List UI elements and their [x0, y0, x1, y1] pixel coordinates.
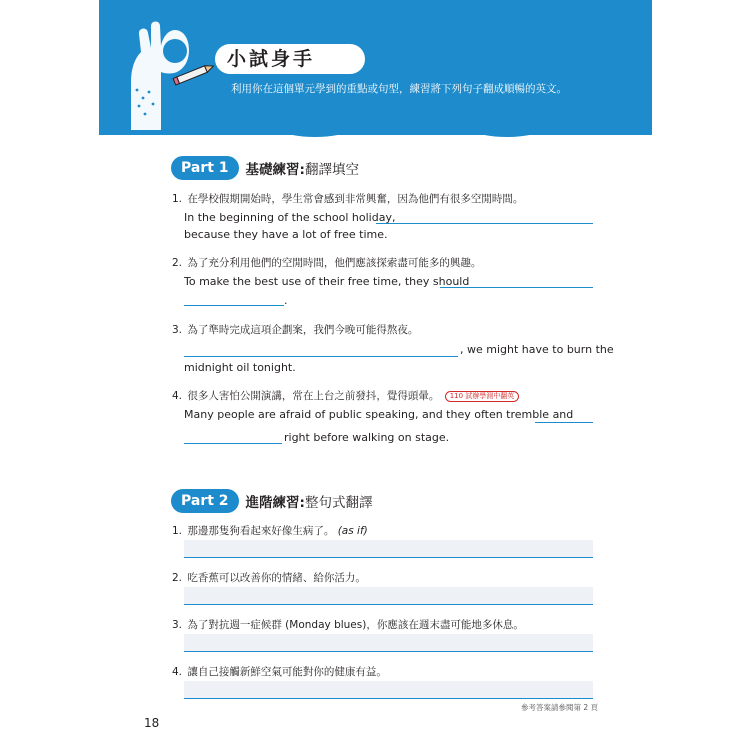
- answer-blank[interactable]: [184, 443, 282, 444]
- part2-question-2: [172, 570, 366, 585]
- part2-question-4: [172, 664, 387, 679]
- question-chinese: 吃香蕉可以改善你的情緒、給你活力。: [187, 572, 366, 584]
- question-chinese: 為了對抗週一症候群 (Monday blues)，你應該在週末盡可能地多休息。: [187, 619, 524, 631]
- part2-subtitle: 整句式翻譯: [304, 495, 373, 511]
- english-prompt-a: In the beginning of the school holiday,: [184, 211, 396, 224]
- ok-hand-illustration: [125, 12, 215, 132]
- part1-label: Part 1: [171, 156, 239, 180]
- part1-question-4: [172, 388, 519, 403]
- answer-reference-note: 參考答案請參閱第 2 頁: [521, 703, 599, 712]
- answer-line[interactable]: [184, 540, 593, 558]
- worksheet-page: [99, 0, 652, 750]
- part2-label: Part 2: [171, 489, 239, 513]
- page-subtitle: 利用你在這個單元學到的重點或句型，練習將下列句子翻成順暢的英文。: [231, 83, 567, 95]
- english-prompt-a: To make the best use of their free time, they should: [184, 275, 470, 288]
- part2-title: [246, 491, 373, 511]
- question-number: 3.: [172, 324, 183, 336]
- part1-colon: :: [299, 162, 305, 178]
- answer-line[interactable]: [184, 634, 593, 652]
- part1-subtitle: 翻譯填空: [304, 162, 359, 178]
- english-prompt-b: midnight oil tonight.: [184, 361, 296, 374]
- english-prompt-b: right before walking on stage.: [284, 431, 450, 444]
- question-number: 2.: [172, 572, 183, 584]
- question-number: 3.: [172, 619, 183, 631]
- part1-question-1: [172, 191, 523, 206]
- part2-colon: :: [299, 495, 305, 511]
- english-prompt-a: Many people are afraid of public speaking, and they often tremble and: [184, 408, 574, 421]
- part1-title-main: 基礎練習: [245, 162, 300, 178]
- english-prompt-b: .: [284, 294, 288, 307]
- question-chinese: 在學校假期開始時，學生常會感到非常興奮，因為他們有很多空閒時間。: [187, 193, 524, 205]
- question-hint: (as if): [337, 525, 368, 537]
- answer-blank[interactable]: [376, 223, 593, 224]
- english-prompt-a: , we might have to burn the: [460, 343, 614, 356]
- page-number: 18: [144, 716, 160, 730]
- answer-blank[interactable]: [440, 287, 593, 288]
- exam-source-tag: 110 試辦學測中翻英: [445, 391, 520, 402]
- question-number: 1.: [172, 193, 183, 205]
- question-number: 4.: [172, 390, 183, 402]
- question-number: 2.: [172, 257, 183, 269]
- question-chinese: 讓自己接觸新鮮空氣可能對你的健康有益。: [187, 666, 387, 678]
- part2-heading: [171, 489, 372, 513]
- question-chinese: 為了準時完成這項企劃案，我們今晚可能得熬夜。: [187, 324, 419, 336]
- question-chinese: 為了充分利用他們的空閒時間，他們應該探索盡可能多的興趣。: [187, 257, 482, 269]
- answer-line[interactable]: [184, 587, 593, 605]
- question-number: 1.: [172, 525, 183, 537]
- question-chinese: 那邊那隻狗看起來好像生病了。: [187, 525, 335, 537]
- answer-line[interactable]: [184, 681, 593, 699]
- part2-question-1: [172, 523, 368, 538]
- answer-blank[interactable]: [184, 356, 458, 357]
- question-chinese: 很多人害怕公開演講，常在上台之前發抖，覺得頭暈。: [187, 390, 440, 402]
- answer-blank[interactable]: [184, 305, 284, 306]
- part2-question-3: [172, 617, 524, 632]
- part1-title: [246, 158, 359, 178]
- part1-heading: [171, 156, 359, 180]
- part2-title-main: 進階練習: [245, 495, 300, 511]
- question-number: 4.: [172, 666, 183, 678]
- english-prompt-b: because they have a lot of free time.: [184, 228, 388, 241]
- answer-blank[interactable]: [535, 422, 593, 423]
- page-title: 小試身手: [227, 48, 316, 70]
- part1-question-2: [172, 255, 481, 270]
- part1-question-3: [172, 322, 418, 337]
